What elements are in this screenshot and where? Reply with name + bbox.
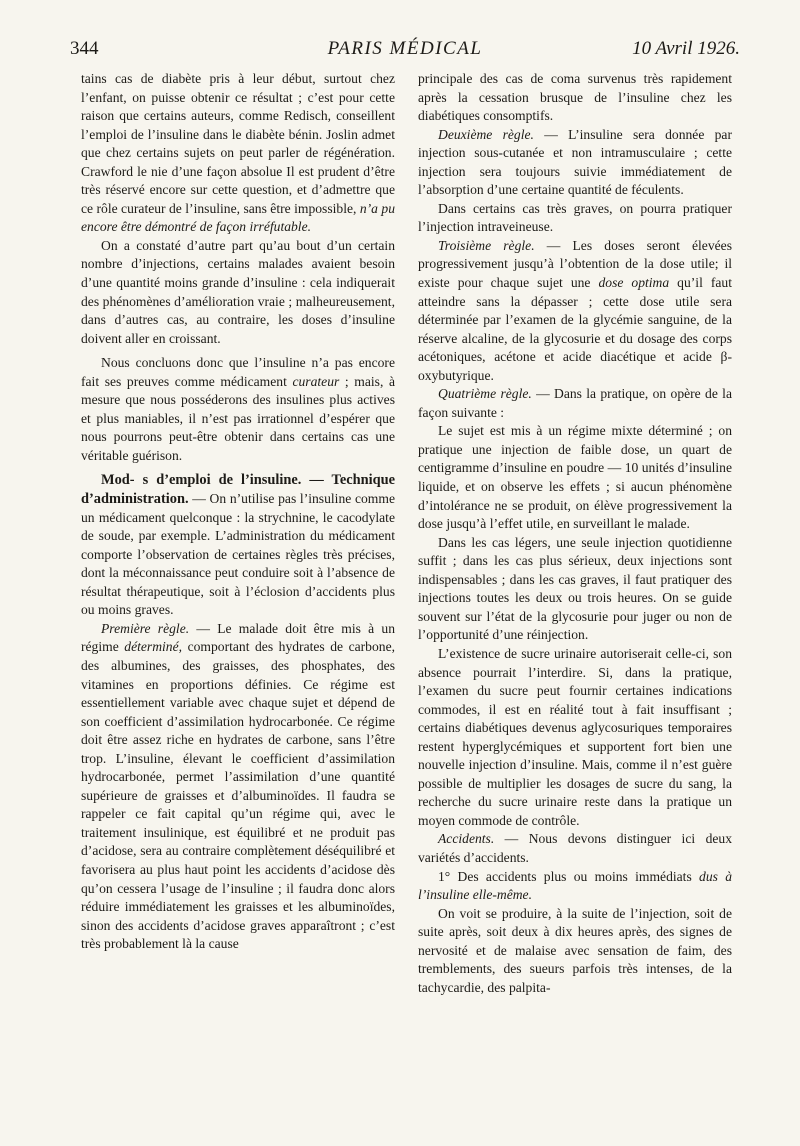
paragraph: On a constaté d’autre part qu’au bout d’un certain nombre d’injections, certains malades avaient besoin d’une quantité moins grande d’insuline : cela indiquerait des phénomènes d’amélioration vraie ; malheureusement, dans d’autres cas, au contraire, les doses d’insuline doivent aller en croissant. (81, 237, 395, 346)
rule-label: Troisième règle. (438, 237, 535, 253)
paragraph: Accidents. — Nous devons distinguer ici deux variétés d’accidents. (418, 831, 732, 865)
rule-label: Quatrième règle. (438, 386, 532, 402)
paragraph: Deuxième règle. — L’insuline sera donnée par injection sous-cutanée et non intramusculaire ; cette injection sera toujours suivie immédiatement de l’absorption d’une certaine quantité de féculents. (418, 126, 732, 198)
paragraph: Le sujet est mis à un régime mixte déterminé ; on pratique une injection de faible dose, un quart de centigramme d’insuline en poudre — 10 unités d’insuline liquide, et on observe les effets ; si aucun phénomène d’intolérance ne se produit, on élève progressivement la dose jusqu’à l’effet utile, en surveillant le malade. (418, 423, 732, 532)
journal-title: PARIS MÉDICAL (327, 38, 483, 59)
rule-label: Deuxième règle. (438, 126, 534, 142)
right-column (418, 70, 732, 997)
paragraph: Dans certains cas très graves, on pourra pratiquer l’injection intraveineuse. (418, 200, 732, 235)
paragraph: Troisième règle. — Les doses seront élevées progressivement jusqu’à l’obtention de la dose utile; il existe pour chaque sujet une dose optima qu’il faut atteindre sans la dépasser ; cette dose utile sera déterminée par l’examen de la glycémie sanguine, de la réserve alcaline, de la glycosurie et du dosage des corps acétoniques, acétone et acide diacétique et acide β-oxybutyrique. (418, 237, 732, 383)
paragraph: Dans les cas légers, une seule injection quotidienne suffit ; dans les cas plus sérieux, deux injections sont indispensables ; dans les cas graves, il faut pratiquer des injections toutes les deux ou trois heures. On se guide souvent sur l’état de la glycosurie pour juger ou non de l’opportunité d’une réinjection. (418, 534, 732, 643)
paragraph: Nous concluons donc que l’insuline n’a pas encore fait ses preuves comme médicament curateur ; mais, à mesure que nous posséderons des insulines plus actives et plus maniables, il n’est pas irrationnel d’espérer que nous pourrons peut-être obtenir dans certains cas une véritable guérison. (81, 355, 395, 463)
section-label: Accidents. (438, 831, 495, 847)
paragraph: On voit se produire, à la suite de l’injection, soit de suite après, soit deux à dix heures après, des signes de nervosité et de malaise avec sensation de faim, des tremblements, des sueurs parfois très intenses, de la tachycardie, des palpita- (418, 905, 732, 995)
paragraph: tains cas de diabète pris à leur début, surtout chez l’enfant, on puisse obtenir ce résultat ; c’est pour cette raison que certains auteurs, comme Redisch, conseillent l’emploi de l’insuline dans le diabète bénin. Joslin admet que chez certains sujets on peut parler de régénération. Crawford le nie d’une façon absolue Il est prudent d’être très réservé encore sur cette question, et d’admettre que ce rôle curateur de l’insuline, sans être impossible, n’a pu encore être démontré de façon irréfutable. (81, 71, 395, 235)
issue-date: 10 Avril 1926. (632, 38, 740, 59)
rule-label: Première règle. (101, 620, 190, 636)
left-column (81, 70, 395, 954)
paragraph: Première règle. — Le malade doit être mis à un régime déterminé, comportant des hydrates de carbone, des albumines, des graisses, des phosphates, des vitamines en proportions définies. Ce régime est essentiellement variable avec chaque sujet et dépend de son coefficient d’assimilation hydrocarbonée. Ce régime doit être assez riche en hydrates de carbone, sans l’être trop. L’insuline, élevant le coefficient d’assimilation hydrocarbonée, permet l’assimilation d’une quantité supérieure de graisses et d’albuminoïdes. Il faudra se rappeler ce fait capital qu’un régime qui, avec le traitement insulinique, est équilibré et ne produit pas d’acidose, sera au contraire complètement déséquilibré et favorisera au plus haut point les accidents d’acidose dès qu’on cessera l’usage de l’insuline ; il faudra donc alors réduire immédiatement les graisses et les albuminoïdes, sinon des accidents d’acidose graves apparaîtront ; c’est très probablement là la cause (81, 620, 396, 952)
paragraph: Quatrième règle. — Dans la pratique, on opère de la façon suivante : (418, 386, 732, 420)
paragraph: principale des cas de coma survenus très rapidement après la cessation brusque de l’insuline chez les diabétiques consomptifs. (418, 71, 732, 124)
paragraph: L’existence de sucre urinaire autoriserait celle-ci, son absence pourrait l’interdire. Si, dans la pratique, l’examen du sucre peut fournir certaines indications commodes, il est en réalité tout à fait insuffisant ; certains diabétiques devenus aglycosuriques temporaires restent hyperglycémiques et supportent fort bien une nouvelle injection d’insuline. Mais, comme il n’est guère possible de multiplier les dosages de sucre du sang, la recherche du sucre urinaire reste dans la pratique un moyen commode de contrôle. (418, 645, 732, 828)
paragraph: 1° Des accidents plus ou moins immédiats dus à l’insuline elle-même. (418, 868, 732, 903)
page-number: 344 (70, 38, 99, 59)
page-header (70, 34, 740, 64)
section-heading: Mod- s d’emploi de l’insuline. — Technique d’administration. (81, 472, 395, 508)
section-paragraph: Mod- s d’emploi de l’insuline. — Technique d’administration. — On n’utilise pas l’insuline comme un médicament quelconque : la strychnine, le cacodylate de soude, par exemple. L’administration du médicament comporte l’observation de certaines règles très précises, dont la méconnaissance peut conduire soit à l’absence de résultat thérapeutique, soit à l’éclosion d’accidents plus ou moins graves. (81, 472, 395, 618)
